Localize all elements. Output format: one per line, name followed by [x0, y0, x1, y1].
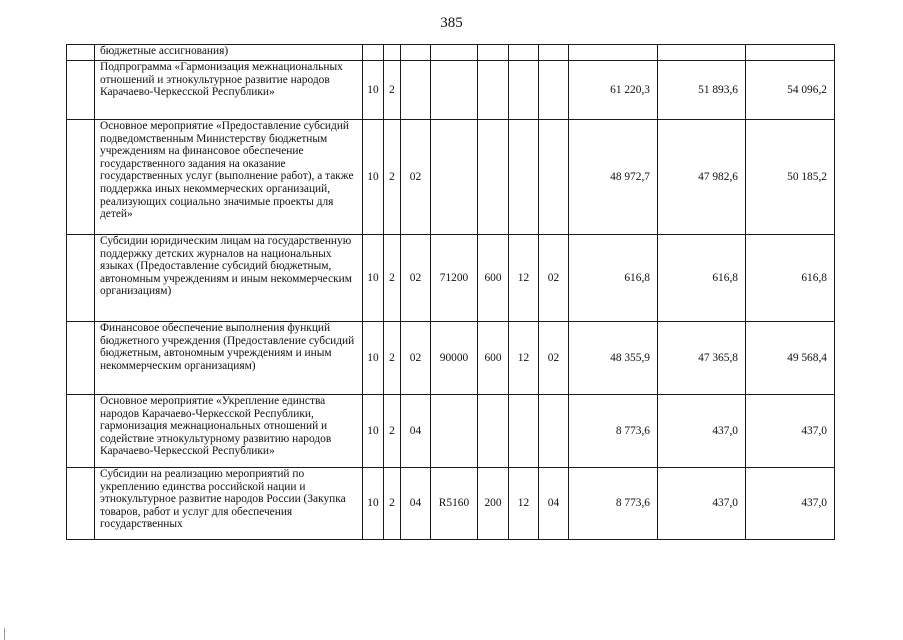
- amount-year-3: 49 568,4: [746, 322, 835, 395]
- section-code: 10: [363, 322, 384, 395]
- expense-type-code: 600: [478, 235, 509, 322]
- amount-year-3: 54 096,2: [746, 61, 835, 120]
- kosgu-code: [509, 45, 539, 61]
- scan-edge-mark: [4, 628, 5, 640]
- amount-year-3: 437,0: [746, 468, 835, 540]
- row-index-cell: [67, 322, 95, 395]
- section-code: [363, 45, 384, 61]
- amount-year-1: 48 972,7: [569, 120, 658, 235]
- row-index-cell: [67, 235, 95, 322]
- row-name: Основное мероприятие «Предоставление субсидий подведомственным Министерству бюджетным учреждениям на финансовое обеспечение государственного задания на оказание государственных услуг (выполнение работ), а также поддержка иных некоммерческих организаций, реализующих социально значимые проекты для детей»: [95, 120, 363, 235]
- target-code: R5160: [431, 468, 478, 540]
- item-code: [401, 45, 431, 61]
- amount-year-1: 61 220,3: [569, 61, 658, 120]
- table-row: [67, 395, 835, 468]
- section-code: 10: [363, 61, 384, 120]
- amount-year-3: [746, 45, 835, 61]
- kosgu2-code: [539, 120, 569, 235]
- target-code: 90000: [431, 322, 478, 395]
- expense-type-code: [478, 395, 509, 468]
- target-code: [431, 120, 478, 235]
- expense-type-code: [478, 61, 509, 120]
- amount-year-3: 616,8: [746, 235, 835, 322]
- subsection-code: 2: [384, 61, 401, 120]
- subsection-code: 2: [384, 235, 401, 322]
- kosgu-code: 12: [509, 468, 539, 540]
- row-name: Основное мероприятие «Укрепление единства народов Карачаево-Черкесской Республики, гармонизация межнациональных отношений и содействие этнокультурному развитию народов Карачаево-Черкесской Республики»: [95, 395, 363, 468]
- subsection-code: 2: [384, 322, 401, 395]
- kosgu2-code: [539, 45, 569, 61]
- amount-year-1: 48 355,9: [569, 322, 658, 395]
- row-index-cell: [67, 120, 95, 235]
- kosgu-code: [509, 395, 539, 468]
- target-code: [431, 61, 478, 120]
- target-code: 71200: [431, 235, 478, 322]
- section-code: 10: [363, 468, 384, 540]
- item-code: 02: [401, 322, 431, 395]
- expense-type-code: 600: [478, 322, 509, 395]
- amount-year-2: 437,0: [658, 468, 746, 540]
- kosgu2-code: 02: [539, 235, 569, 322]
- expense-type-code: [478, 120, 509, 235]
- subsection-code: [384, 45, 401, 61]
- amount-year-3: 437,0: [746, 395, 835, 468]
- kosgu2-code: 04: [539, 468, 569, 540]
- item-code: [401, 61, 431, 120]
- row-name: Финансовое обеспечение выполнения функций бюджетного учреждения (Предоставление субсидий бюджетным, автономным учреждениям и иным некоммерческим организациям): [95, 322, 363, 395]
- amount-year-1: [569, 45, 658, 61]
- subsection-code: 2: [384, 120, 401, 235]
- amount-year-2: 616,8: [658, 235, 746, 322]
- row-name: Субсидии юридическим лицам на государственную поддержку детских журналов на национальных языках (Предоставление субсидий бюджетным, автономным учреждениям и иным некоммерческим организациям): [95, 235, 363, 322]
- table-row: [67, 468, 835, 540]
- amount-year-2: 51 893,6: [658, 61, 746, 120]
- item-code: 04: [401, 395, 431, 468]
- amount-year-2: 47 982,6: [658, 120, 746, 235]
- table-row: [67, 45, 835, 61]
- row-index-cell: [67, 45, 95, 61]
- table-row: [67, 61, 835, 120]
- table-row: [67, 322, 835, 395]
- kosgu2-code: [539, 395, 569, 468]
- kosgu2-code: [539, 61, 569, 120]
- row-name: бюджетные ассигнования): [95, 45, 363, 61]
- row-index-cell: [67, 468, 95, 540]
- amount-year-1: 616,8: [569, 235, 658, 322]
- row-index-cell: [67, 395, 95, 468]
- target-code: [431, 45, 478, 61]
- kosgu-code: [509, 61, 539, 120]
- table-row: [67, 120, 835, 235]
- kosgu-code: 12: [509, 322, 539, 395]
- amount-year-2: [658, 45, 746, 61]
- target-code: [431, 395, 478, 468]
- section-code: 10: [363, 395, 384, 468]
- budget-allocation-table: [66, 44, 835, 540]
- subsection-code: 2: [384, 468, 401, 540]
- row-name: Подпрограмма «Гармонизация межнациональных отношений и этнокультурное развитие народов Карачаево-Черкесской Республики»: [95, 61, 363, 120]
- section-code: 10: [363, 120, 384, 235]
- amount-year-1: 8 773,6: [569, 395, 658, 468]
- amount-year-3: 50 185,2: [746, 120, 835, 235]
- section-code: 10: [363, 235, 384, 322]
- expense-type-code: [478, 45, 509, 61]
- kosgu2-code: 02: [539, 322, 569, 395]
- kosgu-code: [509, 120, 539, 235]
- item-code: 02: [401, 120, 431, 235]
- expense-type-code: 200: [478, 468, 509, 540]
- kosgu-code: 12: [509, 235, 539, 322]
- amount-year-1: 8 773,6: [569, 468, 658, 540]
- row-index-cell: [67, 61, 95, 120]
- amount-year-2: 437,0: [658, 395, 746, 468]
- row-name: Субсидии на реализацию мероприятий по укреплению единства российской нации и этнокультурное развитие народов России (Закупка товаров, работ и услуг для обеспечения государственных: [95, 468, 363, 540]
- item-code: 02: [401, 235, 431, 322]
- amount-year-2: 47 365,8: [658, 322, 746, 395]
- item-code: 04: [401, 468, 431, 540]
- subsection-code: 2: [384, 395, 401, 468]
- table-row: [67, 235, 835, 322]
- page-number: 385: [440, 15, 463, 31]
